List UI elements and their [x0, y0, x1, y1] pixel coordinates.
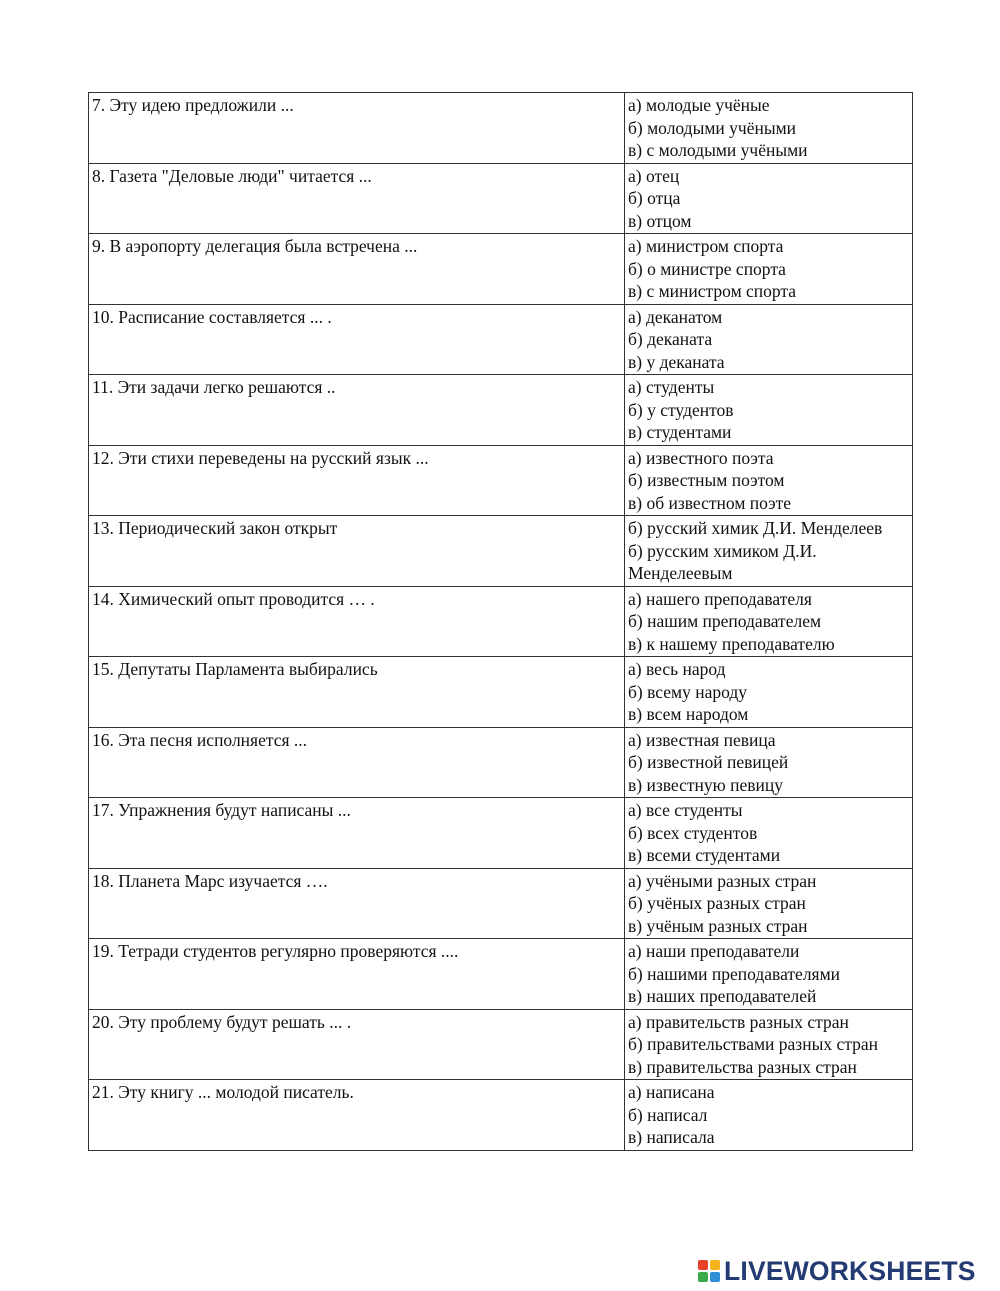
question-text: 19. Тетради студентов регулярно проверяются ....: [89, 939, 625, 1010]
question-row: [89, 93, 913, 164]
answer-option[interactable]: б) учёных разных стран: [628, 893, 806, 913]
answer-option[interactable]: б) русский химик Д.И. Менделеев: [628, 518, 883, 538]
answer-option[interactable]: а) весь народ: [628, 659, 726, 679]
question-row: [89, 798, 913, 869]
question-row: [89, 1009, 913, 1080]
answer-option[interactable]: в) правительства разных стран: [628, 1056, 857, 1077]
logo-block: [710, 1260, 720, 1270]
answer-option[interactable]: в) всем народом: [628, 704, 749, 724]
answer-option[interactable]: б) написал: [628, 1104, 708, 1125]
question-text: 11. Эти задачи легко решаются ..: [89, 375, 625, 446]
answer-options: [625, 93, 913, 164]
answer-option[interactable]: в) у деканата: [628, 351, 725, 372]
answer-options: [625, 163, 913, 234]
answer-options: [625, 304, 913, 375]
question-text: 18. Планета Марс изучается ….: [89, 868, 625, 939]
answer-option[interactable]: б) нашим преподавателем: [628, 611, 822, 631]
answer-option[interactable]: в) отцом: [628, 210, 692, 231]
answer-option[interactable]: б) всех студентов: [628, 822, 758, 843]
question-row: [89, 586, 913, 657]
answer-option[interactable]: а) правительств разных стран: [628, 1011, 849, 1032]
question-row: [89, 234, 913, 305]
answer-option[interactable]: в) с молодыми учёными: [628, 140, 808, 160]
question-text: 20. Эту проблему будут решать ... .: [89, 1009, 625, 1080]
answer-options: [625, 445, 913, 516]
question-row: [89, 163, 913, 234]
answer-option[interactable]: б) нашими преподавателями: [628, 963, 841, 984]
question-row: [89, 868, 913, 939]
answer-option[interactable]: б) о министре спорта: [628, 258, 786, 279]
answer-options: [625, 234, 913, 305]
logo-block: [698, 1272, 708, 1282]
answer-options: [625, 375, 913, 446]
question-text: 15. Депутаты Парламента выбирались: [89, 657, 625, 728]
answer-option[interactable]: б) молодыми учёными: [628, 117, 797, 138]
exercise-table: [88, 92, 913, 1151]
answer-option[interactable]: а) деканатом: [628, 306, 723, 327]
question-text: 9. В аэропорту делегация была встречена ...: [89, 234, 625, 305]
answer-option[interactable]: а) все студенты: [628, 800, 743, 820]
logo-block: [698, 1260, 708, 1270]
logo-blocks-icon: [698, 1260, 720, 1282]
question-text: 7. Эту идею предложили ...: [89, 93, 625, 164]
logo-block: [710, 1272, 720, 1282]
answer-option[interactable]: б) известным поэтом: [628, 470, 785, 490]
question-text: 16. Эта песня исполняется ...: [89, 727, 625, 798]
answer-options: [625, 586, 913, 657]
answer-option[interactable]: а) отец: [628, 165, 680, 186]
answer-option[interactable]: в) студентами: [628, 422, 732, 442]
question-text: 8. Газета "Деловые люди" читается ...: [89, 163, 625, 234]
answer-option[interactable]: а) нашего преподавателя: [628, 588, 812, 609]
question-row: [89, 445, 913, 516]
answer-options: [625, 868, 913, 939]
answer-option[interactable]: а) студенты: [628, 377, 715, 397]
answer-option[interactable]: в) написала: [628, 1127, 715, 1147]
answer-options: [625, 657, 913, 728]
question-row: [89, 657, 913, 728]
answer-option[interactable]: б) русским химиком Д.И. Менделеевым: [628, 540, 817, 583]
answer-option[interactable]: в) об известном поэте: [628, 492, 792, 513]
answer-options: [625, 727, 913, 798]
answer-option[interactable]: а) написана: [628, 1082, 715, 1102]
answer-option[interactable]: б) у студентов: [628, 399, 734, 420]
question-text: 10. Расписание составляется ... .: [89, 304, 625, 375]
question-row: [89, 939, 913, 1010]
logo-text: LIVEWORKSHEETS: [724, 1255, 976, 1286]
answer-option[interactable]: в) известную певицу: [628, 774, 783, 795]
answer-option[interactable]: а) известного поэта: [628, 447, 774, 468]
answer-option[interactable]: б) деканата: [628, 329, 713, 349]
answer-option[interactable]: а) наши преподаватели: [628, 941, 800, 961]
answer-option[interactable]: б) всему народу: [628, 681, 747, 702]
answer-option[interactable]: а) известная певица: [628, 729, 776, 750]
question-text: 17. Упражнения будут написаны ...: [89, 798, 625, 869]
answer-option[interactable]: в) учёным разных стран: [628, 915, 808, 936]
question-text: 14. Химический опыт проводится … .: [89, 586, 625, 657]
answer-options: [625, 1009, 913, 1080]
liveworksheets-logo: [698, 1255, 994, 1287]
question-row: [89, 375, 913, 446]
question-row: [89, 304, 913, 375]
answer-options: [625, 798, 913, 869]
answer-option[interactable]: в) всеми студентами: [628, 845, 781, 865]
answer-option[interactable]: а) молодые учёные: [628, 95, 770, 115]
question-row: [89, 1080, 913, 1151]
answer-options: [625, 1080, 913, 1151]
answer-option[interactable]: в) к нашему преподавателю: [628, 633, 835, 654]
answer-option[interactable]: б) известной певицей: [628, 752, 789, 772]
question-text: 12. Эти стихи переведены на русский язык ...: [89, 445, 625, 516]
answer-options: [625, 516, 913, 587]
answer-option[interactable]: в) с министром спорта: [628, 281, 797, 301]
question-row: [89, 727, 913, 798]
question-text: 21. Эту книгу ... молодой писатель.: [89, 1080, 625, 1151]
question-text: 13. Периодический закон открыт: [89, 516, 625, 587]
answer-option[interactable]: б) отца: [628, 188, 681, 208]
answer-option[interactable]: а) учёными разных стран: [628, 870, 817, 891]
answer-option[interactable]: в) наших преподавателей: [628, 986, 817, 1006]
question-row: [89, 516, 913, 587]
answer-option[interactable]: б) правительствами разных стран: [628, 1034, 878, 1054]
answer-option[interactable]: а) министром спорта: [628, 236, 784, 256]
answer-options: [625, 939, 913, 1010]
